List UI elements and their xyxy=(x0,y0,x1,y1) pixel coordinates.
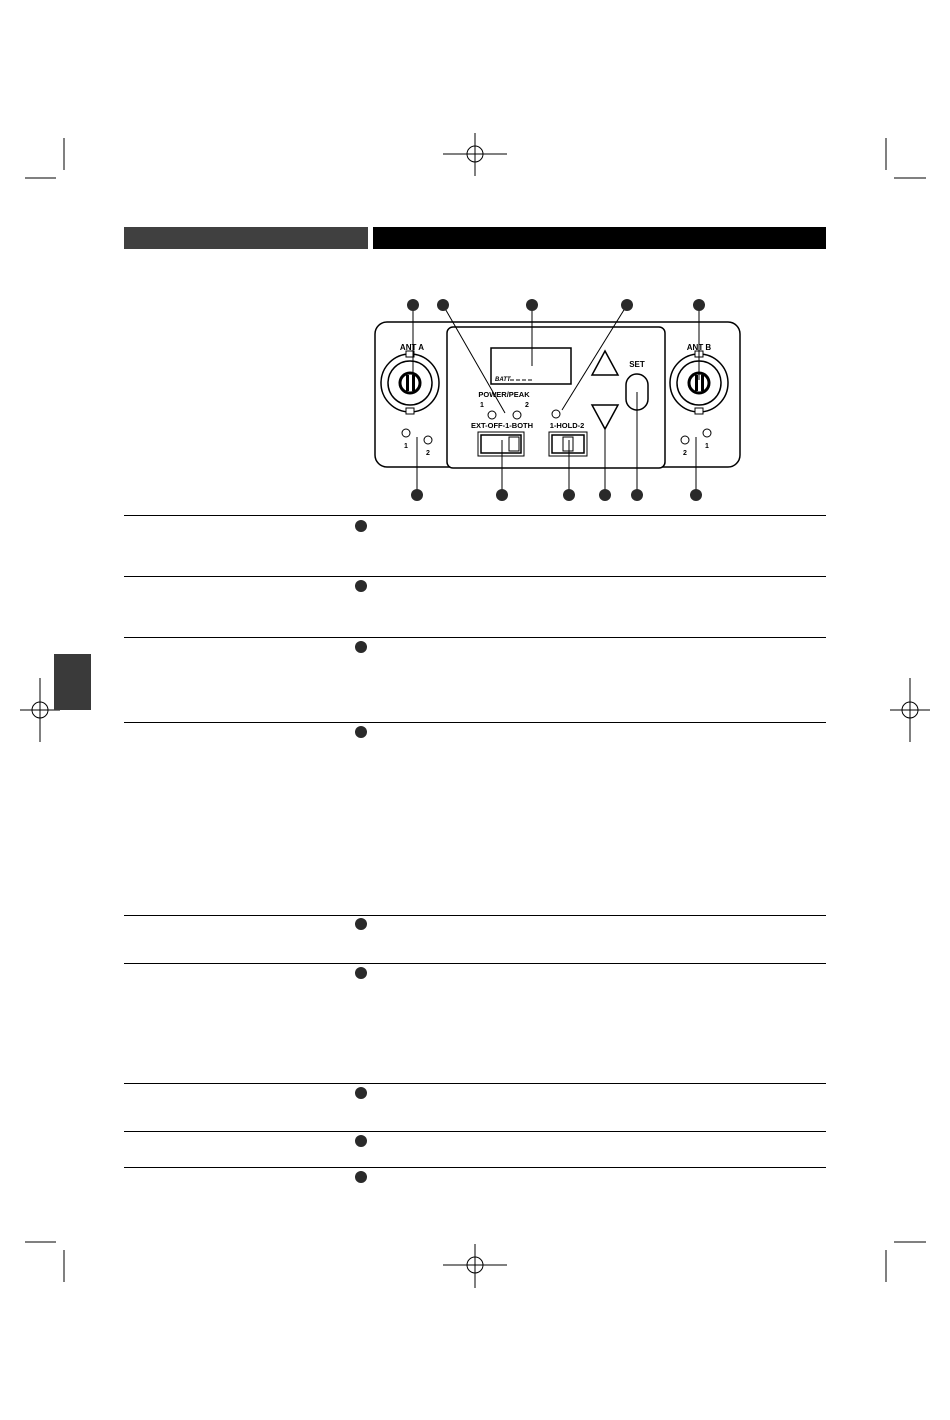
row-bullet xyxy=(355,1087,367,1099)
left-led-1-label: 1 xyxy=(404,443,408,450)
callout-marker xyxy=(631,489,643,501)
receiver-front-panel-diagram xyxy=(360,292,760,507)
power-peak-ch2: 2 xyxy=(525,402,529,409)
callout-marker xyxy=(407,299,419,311)
row-divider xyxy=(124,637,826,638)
row-divider xyxy=(124,722,826,723)
row-divider xyxy=(124,576,826,577)
right-led-1 xyxy=(703,429,711,437)
left-led-2-label: 2 xyxy=(426,450,430,457)
row-bullet xyxy=(355,1171,367,1183)
callout-marker xyxy=(411,489,423,501)
power-peak-ch1: 1 xyxy=(480,402,484,409)
right-led-2 xyxy=(681,436,689,444)
section-tab xyxy=(54,654,91,710)
hold-led xyxy=(552,410,560,418)
callout-marker xyxy=(496,489,508,501)
hold-switch-label: 1-HOLD-2 xyxy=(549,421,585,430)
power-peak-label: POWER/PEAK xyxy=(478,390,530,399)
row-bullet xyxy=(355,580,367,592)
callout-marker xyxy=(526,299,538,311)
row-divider xyxy=(124,515,826,516)
right-led-1-label: 1 xyxy=(705,443,709,450)
row-divider xyxy=(124,963,826,964)
header-bar-right xyxy=(373,227,826,249)
lcd-battery-label: BATT xyxy=(495,377,511,383)
power-peak-led-1 xyxy=(488,411,496,419)
header-bar-left xyxy=(124,227,368,249)
callout-marker xyxy=(599,489,611,501)
row-bullet xyxy=(355,1135,367,1147)
ant-a-label: ANT A xyxy=(399,343,425,352)
callout-marker xyxy=(690,489,702,501)
callout-marker xyxy=(437,299,449,311)
row-divider xyxy=(124,1131,826,1132)
ext-switch-label: EXT-OFF-1-BOTH xyxy=(470,421,534,430)
row-divider xyxy=(124,1083,826,1084)
left-led-1 xyxy=(402,429,410,437)
row-bullet xyxy=(355,641,367,653)
left-led-2 xyxy=(424,436,432,444)
row-divider xyxy=(124,1167,826,1168)
power-peak-led-2 xyxy=(513,411,521,419)
row-bullet xyxy=(355,520,367,532)
callout-marker xyxy=(693,299,705,311)
ant-b-label: ANT B xyxy=(686,343,712,352)
set-label: SET xyxy=(629,360,645,369)
row-divider xyxy=(124,915,826,916)
callout-marker xyxy=(621,299,633,311)
callout-marker xyxy=(563,489,575,501)
row-bullet xyxy=(355,726,367,738)
row-bullet xyxy=(355,918,367,930)
row-bullet xyxy=(355,967,367,979)
right-led-2-label: 2 xyxy=(683,450,687,457)
